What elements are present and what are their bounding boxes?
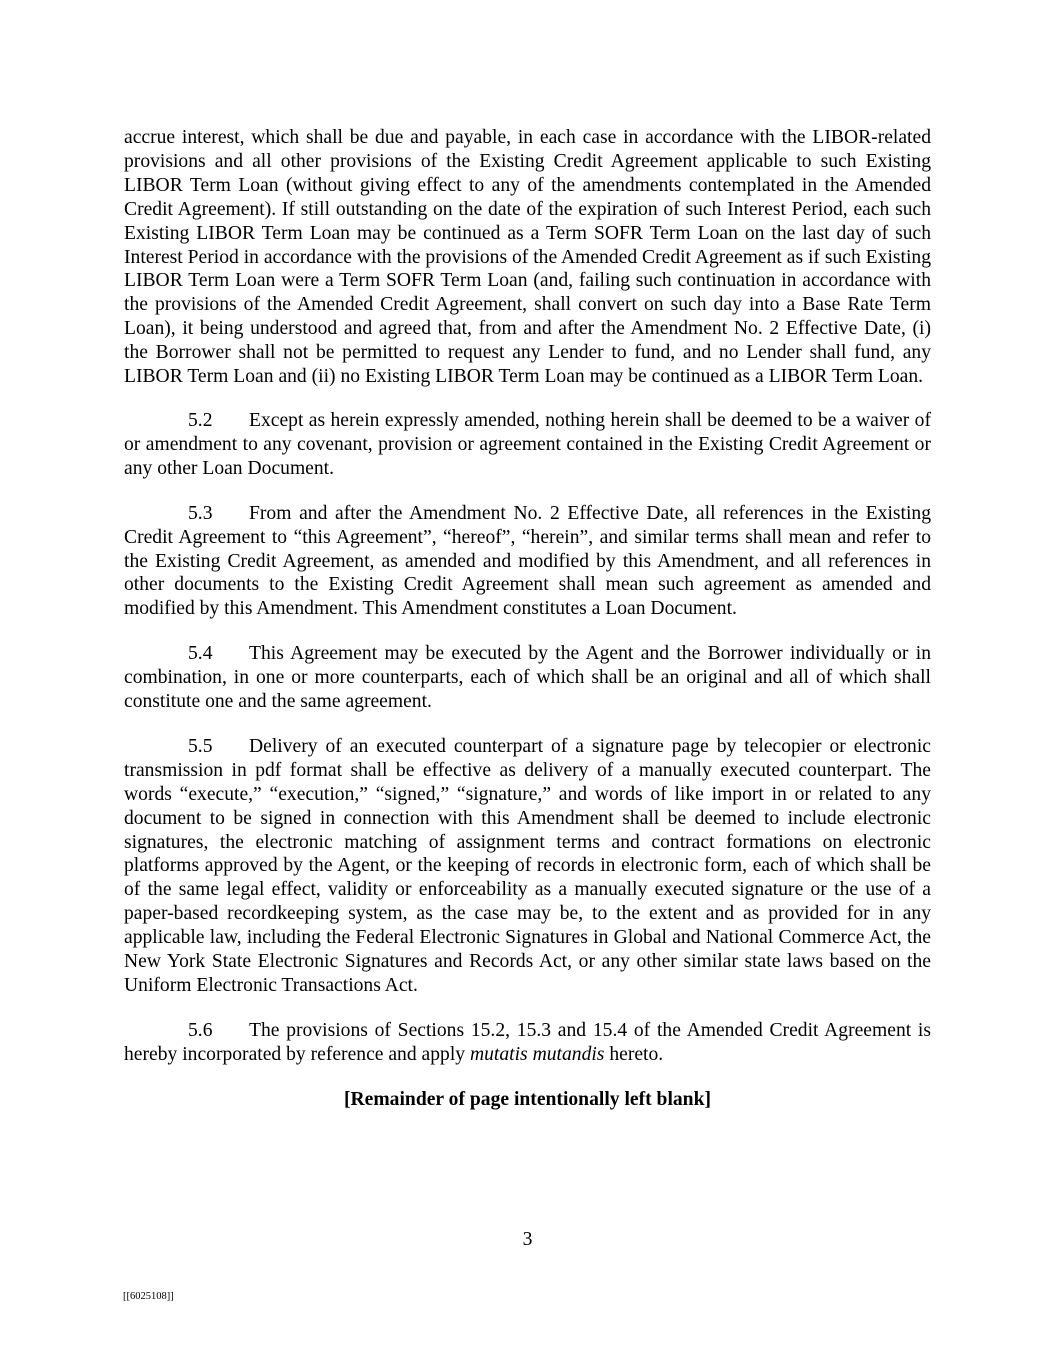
section-text: The provisions of Sections 15.2, 15.3 and 15.4 of the Amended Credit Agreement is hereby incorporated by reference and apply — [124, 1019, 931, 1065]
section-number: 5.3 — [188, 502, 213, 524]
section-text-end: hereto. — [604, 1043, 664, 1065]
section-text: This Agreement may be executed by the Agent and the Borrower individually or in combination, in one or more counterparts, each of which shall be an original and all of which shall constitute one and the same agreement. — [124, 643, 931, 713]
section-5-3 — [124, 502, 931, 622]
section-text: Except as herein expressly amended, nothing herein shall be deemed to be a waiver of or amendment to any covenant, provision or agreement contained in the Existing Credit Agreement or any other Loan Document. — [124, 409, 931, 479]
section-5-2 — [124, 409, 931, 481]
section-5-6 — [124, 1019, 931, 1067]
section-number: 5.2 — [188, 409, 213, 431]
remainder-note: [Remainder of page intentionally left blank] — [343, 1088, 712, 1110]
section-5-5 — [124, 735, 931, 998]
section-text: From and after the Amendment No. 2 Effective Date, all references in the Existing Credit Agreement to “this Agreement”, “hereof”, “herein”, and similar terms shall mean and refer to the Existing Credit Agreement, as amended and modified by this Amendment, and all references in other documents to the Existing Credit Agreement shall mean such agreement as amended and modified by this Amendment. This Amendment constitutes a Loan Document. — [124, 502, 931, 620]
document-body — [124, 126, 931, 1112]
intro-paragraph: accrue interest, which shall be due and payable, in each case in accordance with the LIBOR-related provisions and all other provisions of the Existing Credit Agreement applicable to such Existing LIBOR Term Loan (without giving effect to any of the amendments contemplated in the Amended Credit Agreement). If still outstanding on the date of the expiration of such Interest Period, each such Existing LIBOR Term Loan may be continued as a Term SOFR Term Loan on the last day of such Interest Period in accordance with the provisions of the Amended Credit Agreement as if such Existing LIBOR Term Loan were a Term SOFR Term Loan (and, failing such continuation in accordance with the provisions of the Amended Credit Agreement, shall convert on such day into a Base Rate Term Loan), it being understood and agreed that, from and after the Amendment No. 2 Effective Date, (i) the Borrower shall not be permitted to request any Lender to fund, and no Lender shall fund, any LIBOR Term Loan and (ii) no Existing LIBOR Term Loan may be continued as a LIBOR Term Loan. — [124, 127, 931, 388]
page-number: 3 — [522, 1229, 533, 1250]
section-number: 5.5 — [188, 735, 213, 757]
section-number: 5.4 — [188, 643, 213, 665]
section-text: Delivery of an executed counterpart of a signature page by telecopier or electronic transmission in pdf format shall be effective as delivery of a manually executed counterpart. The words “execute,” “execution,” “signed,” “signature,” and words of like import in or related to any document to be signed in connection with this Amendment shall be deemed to include electronic signatures, the electronic matching of assignment terms and contract formations on electronic platforms approved by the Agent, or the keeping of records in electronic form, each of which shall be of the same legal effect, validity or enforceability as a manually executed signature or the use of a paper-based recordkeeping system, as the case may be, to the extent and as provided for in any applicable law, including the Federal Electronic Signatures in Global and National Commerce Act, the New York State Electronic Signatures and Records Act, or any other similar state laws based on the Uniform Electronic Transactions Act. — [124, 735, 931, 996]
document-id: [[6025108]] — [123, 1291, 174, 1302]
section-5-4 — [124, 642, 931, 714]
section-number: 5.6 — [188, 1019, 213, 1041]
section-text-italic: mutatis mutandis — [469, 1043, 605, 1065]
